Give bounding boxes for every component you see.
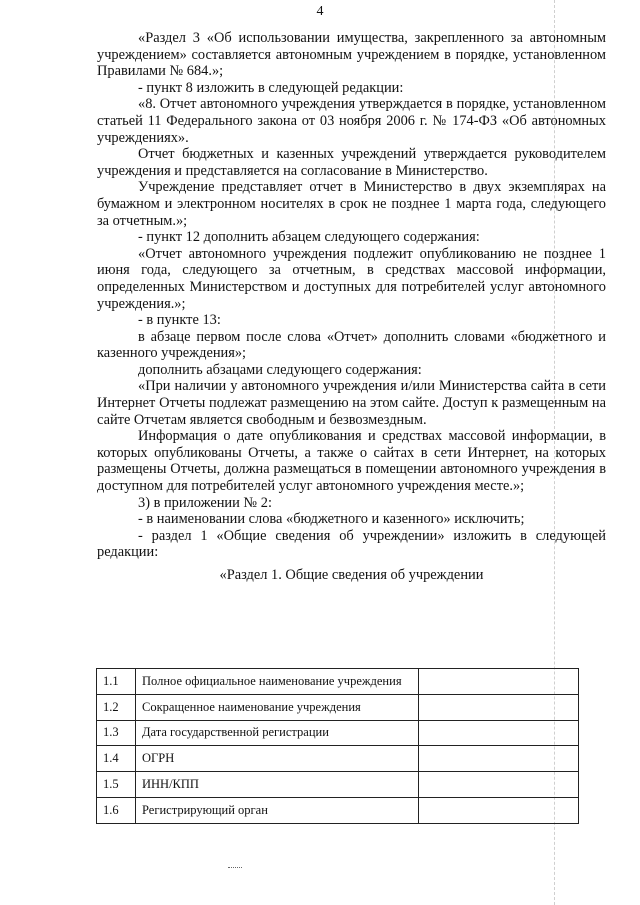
table-row <box>97 746 579 772</box>
paragraph: 3) в приложении № 2: <box>138 494 272 511</box>
row-label: Регистрирующий орган <box>136 797 419 823</box>
body-text <box>97 30 606 584</box>
row-label: Дата государственной регистрации <box>136 720 419 746</box>
row-value <box>419 797 579 823</box>
paragraph: «Отчет автономного учреждения подлежит опубликованию не позднее 1 июня года, следующего за отчетным, в средствах массовой информации, определенных Министерством и доступных для потребителей услуг автономного учреждения.»; <box>97 245 606 312</box>
paragraph: - пункт 8 изложить в следующей редакции: <box>138 79 404 96</box>
row-number: 1.4 <box>97 746 136 772</box>
table-row <box>97 772 579 798</box>
paragraph: - в наименовании слова «бюджетного и казенного» исключить; <box>138 511 525 528</box>
row-number: 1.3 <box>97 720 136 746</box>
paragraph: в абзаце первом после слова «Отчет» дополнить словами «бюджетного и казенного учреждения»; <box>97 328 606 362</box>
row-label: Полное официальное наименование учреждения <box>136 669 419 695</box>
row-value <box>419 694 579 720</box>
general-info-table <box>96 668 579 824</box>
row-value <box>419 772 579 798</box>
paragraph: - в пункте 13: <box>138 312 221 329</box>
row-number: 1.5 <box>97 772 136 798</box>
table-row <box>97 694 579 720</box>
row-value <box>419 720 579 746</box>
page-number: 4 <box>316 4 324 19</box>
section-heading: «Раздел 1. Общие сведения об учреждении <box>219 567 484 583</box>
row-label: Сокращенное наименование учреждения <box>136 694 419 720</box>
row-label: ОГРН <box>136 746 419 772</box>
paragraph: «Раздел 3 «Об использовании имущества, закрепленного за автономным учреждением» составляется автономным учреждением в порядке, установленном Правилами № 684.»; <box>97 30 606 80</box>
scan-speck <box>228 867 242 870</box>
row-number: 1.6 <box>97 797 136 823</box>
paragraph: Информация о дате опубликования и средствах массовой информации, в которых опубликованы Отчеты, а также о сайтах в сети Интернет, на которых размещены Отчеты, должна размещаться в помещении автономного учреждения в доступном для потребителей услуг автономного учреждения месте.»; <box>97 428 606 495</box>
table-row <box>97 797 579 823</box>
row-value <box>419 746 579 772</box>
row-value <box>419 669 579 695</box>
row-number: 1.2 <box>97 694 136 720</box>
row-label: ИНН/КПП <box>136 772 419 798</box>
row-number: 1.1 <box>97 669 136 695</box>
table-row <box>97 720 579 746</box>
paragraph: Учреждение представляет отчет в Министерство в двух экземплярах на бумажном и электронном носителях в срок не позднее 1 марта года, следующего за отчетным.»; <box>97 179 606 229</box>
paragraph: - пункт 12 дополнить абзацем следующего содержания: <box>138 229 480 246</box>
paragraph: Отчет бюджетных и казенных учреждений утверждается руководителем учреждения и представляется на согласование в Министерство. <box>97 146 606 179</box>
paragraph: - раздел 1 «Общие сведения об учреждении» изложить в следующей редакции: <box>97 527 606 561</box>
paragraph: дополнить абзацами следующего содержания: <box>138 361 422 378</box>
table-row <box>97 669 579 695</box>
paragraph: «При наличии у автономного учреждения и/или Министерства сайта в сети Интернет Отчеты подлежат размещению на этом сайте. Доступ к размещенным на сайте Отчетам является свободным и безвозмездным. <box>97 378 606 428</box>
paragraph: «8. Отчет автономного учреждения утверждается в порядке, установленном статьей 11 Федерального закона от 03 ноября 2006 г. № 174-ФЗ «Об автономных учреждениях». <box>97 96 606 146</box>
